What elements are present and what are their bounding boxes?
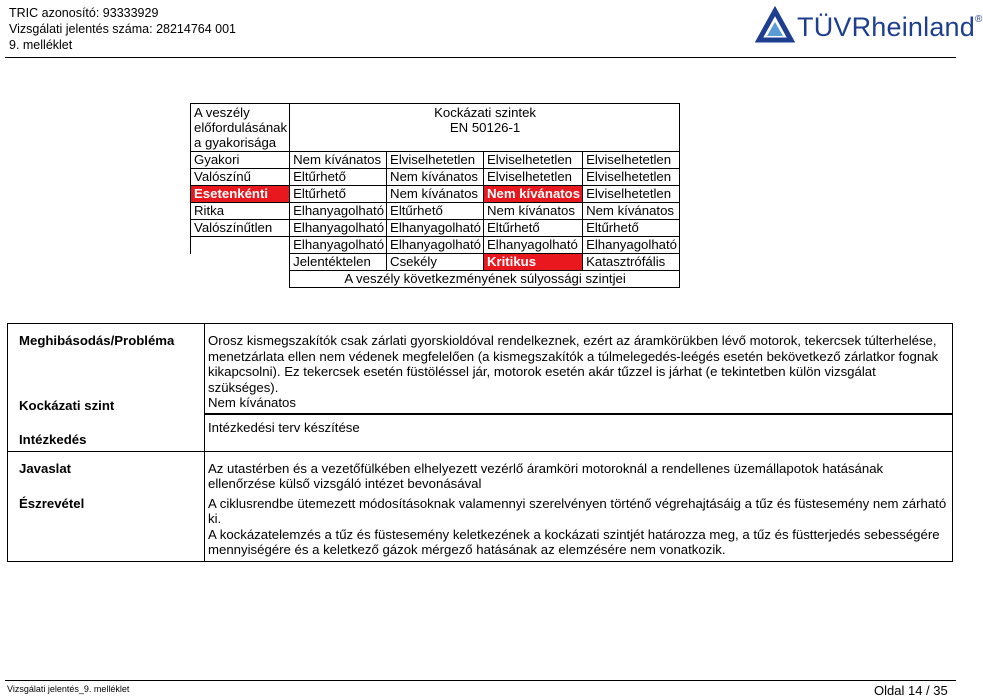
risk-cell: Elhanyagolható xyxy=(583,237,680,254)
risk-level-label: Kockázati szint xyxy=(19,398,115,413)
risk-matrix xyxy=(190,103,680,288)
problem-description: Orosz kismegszakítók csak zárlati gyorskioldóval rendelkeznek, ezért az áramkörükben lévő motorok, tekercsek túlterhelése, menetzárlata ellen nem védenek megfelelően (a kismegszakítók a túlmelegedés-leégés esetén bekövetkező zárlatkor fognak kikapcsolni). Ez tekercsek esetén füstöléssel jár, motorok esetén akár tűzzel is járhat (e tekintetben külön vizsgálat szükséges). Nem kívánatos xyxy=(205,324,953,414)
risk-cell: Nem kívánatos xyxy=(483,203,582,220)
risk-cell-highlighted: Nem kívánatos xyxy=(483,186,582,203)
risk-cell: Elviselhetetlen xyxy=(483,169,582,186)
risk-cell: Elviselhetetlen xyxy=(483,152,582,169)
page-number: Oldal 14 / 35 xyxy=(874,683,948,698)
risk-cell: Elviselhetetlen xyxy=(583,186,680,203)
severity-cell-highlighted: Kritikus xyxy=(483,254,582,271)
risk-level-value: Nem kívánatos xyxy=(208,395,296,410)
frequency-label: Ritka xyxy=(191,203,290,220)
footer-divider xyxy=(5,680,956,681)
remark-label: Észrevétel xyxy=(19,495,85,511)
severity-row xyxy=(191,254,680,271)
severity-caption-row xyxy=(191,271,680,288)
risk-cell: Nem kívánatos xyxy=(387,186,484,203)
risk-cell: Elhanyagolható xyxy=(290,237,387,254)
suggestion-row xyxy=(8,451,953,561)
risk-cell: Elviselhetetlen xyxy=(387,152,484,169)
frequency-label: Valószínű xyxy=(191,169,290,186)
table-row xyxy=(191,169,680,186)
tuv-triangle-icon xyxy=(757,8,793,44)
finding-table xyxy=(7,323,953,562)
severity-caption: A veszély következményének súlyossági szintjei xyxy=(290,271,680,288)
risk-cell: Elhanyagolható xyxy=(483,237,582,254)
risk-cell: Elhanyagolható xyxy=(387,237,484,254)
severity-cell: Katasztrófális xyxy=(583,254,680,271)
table-row xyxy=(191,203,680,220)
finding-row xyxy=(8,324,953,414)
suggestion-text: Az utastérben és a vezetőfülkében elhelyezett vezérlő áramköri motoroknál a rendellenes üzemállapotok hatásának ellenőrzése külső vizsgáló intézet bevonásával xyxy=(208,460,884,491)
footer-document-name: Vizsgálati jelentés_9. melléklet xyxy=(7,684,130,694)
document-header xyxy=(9,5,236,53)
risk-cell: Nem kívánatos xyxy=(583,203,680,220)
severity-spacer xyxy=(191,254,290,271)
frequency-label-highlighted: Esetenkénti xyxy=(191,186,290,203)
risk-cell: Elhanyagolható xyxy=(290,220,387,237)
frequency-label: Gyakori xyxy=(191,152,290,169)
tuv-rheinland-logo xyxy=(757,8,983,48)
risk-cell: Elviselhetetlen xyxy=(583,169,680,186)
report-number: Vizsgálati jelentés száma: 28214764 001 xyxy=(9,22,237,36)
table-row xyxy=(191,237,680,254)
remark-text-2: A kockázatelemzés a tűz és füstesemény keletkezének a kockázati szintjét határozza meg, a tűz és füstterjedés sebességére mennyiségére és a keletkező gázok mérgező hatásának az elemzésére nem vonatkozik. xyxy=(208,526,940,557)
risk-cell: Elhanyagolható xyxy=(387,220,484,237)
registered-mark: ® xyxy=(975,14,983,25)
risk-cell: Elviselhetetlen xyxy=(583,152,680,169)
risk-cell: Eltűrhető xyxy=(483,220,582,237)
risk-cell: Eltűrhető xyxy=(290,169,387,186)
frequency-label: Valószínűtlen xyxy=(191,220,290,237)
suggestion-label: Javaslat xyxy=(19,460,72,476)
appendix-title: 9. melléklet xyxy=(9,38,73,52)
risk-cell: Nem kívánatos xyxy=(290,152,387,169)
risk-cell: Elhanyagolható xyxy=(290,203,387,220)
risk-cell: Eltűrhető xyxy=(583,220,680,237)
labels-column-top xyxy=(8,324,205,452)
header-divider xyxy=(5,57,956,58)
problem-label: Meghibásodás/Probléma xyxy=(19,333,175,348)
action-label: Intézkedés xyxy=(19,432,87,447)
severity-cell: Csekély xyxy=(387,254,484,271)
risk-cell: Nem kívánatos xyxy=(387,169,484,186)
frequency-label-empty xyxy=(191,237,290,254)
tric-id: TRIC azonosító: 93333929 xyxy=(9,6,159,20)
severity-cell: Jelentéktelen xyxy=(290,254,387,271)
table-row xyxy=(191,220,680,237)
frequency-header: A veszély előfordulásának a gyakorisága xyxy=(191,104,290,152)
risk-levels-header: Kockázati szintek EN 50126-1 xyxy=(290,104,680,152)
action-value: Intézkedési terv készítése xyxy=(205,414,953,451)
table-row-highlighted xyxy=(191,186,680,203)
risk-header-row xyxy=(191,104,680,152)
remark-text-1: A ciklusrendbe ütemezett módosításoknak valamennyi szerelvényen történő végrehajtásáig a tűz és füstesemény nem zárható ki. xyxy=(208,495,947,526)
logo-text: TÜVRheinland xyxy=(797,12,975,42)
labels-column-bottom xyxy=(8,451,205,561)
table-row xyxy=(191,152,680,169)
risk-cell: Eltűrhető xyxy=(387,203,484,220)
risk-cell: Eltűrhető xyxy=(290,186,387,203)
suggestion-and-remarks xyxy=(205,451,953,561)
severity-spacer xyxy=(191,271,290,288)
